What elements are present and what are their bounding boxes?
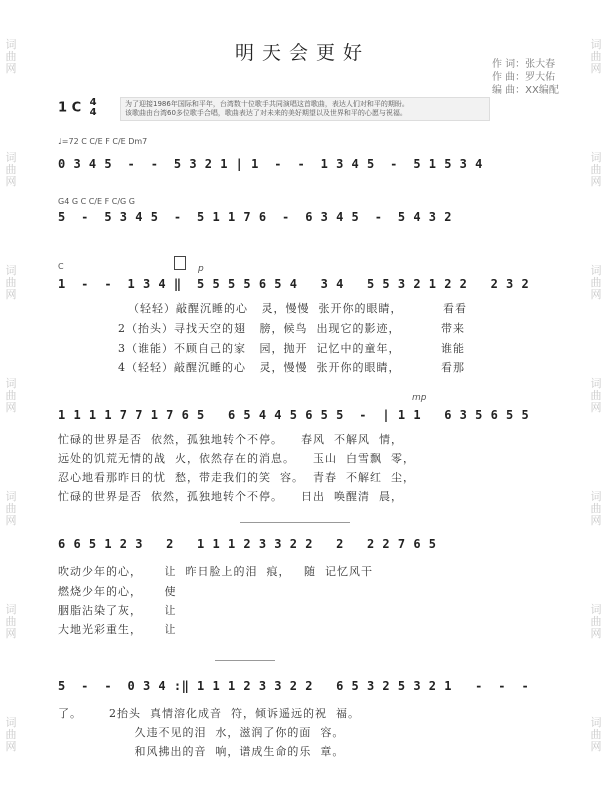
watermark-text: 词 曲 网 — [5, 602, 17, 640]
divider-dash — [240, 522, 350, 523]
lyric-line: 远处的饥荒无情的战 火，依然存在的消息。 玉山 白雪飘 零， — [58, 452, 415, 465]
watermark-text: 词 曲 网 — [590, 376, 602, 414]
lyric-line: 吹动少年的心， 让 昨日脸上的泪 痕， 随 记忆风干 — [58, 565, 373, 578]
watermark-column-left — [2, 0, 20, 791]
watermark-text: 词 曲 网 — [5, 150, 17, 188]
song-title: 明天会更好 — [234, 42, 370, 64]
chord-line: G4 G C C/E F C/G G — [58, 197, 135, 206]
key-signature — [58, 98, 97, 118]
time-signature: 4 4 — [89, 97, 97, 118]
watermark-text: 词 曲 网 — [5, 37, 17, 75]
lyric-line: 久违不见的泪 水，滋润了你的面 容。 — [58, 726, 345, 739]
lyric-line: 和风拂出的音 响，谱成生命的乐 章。 — [58, 745, 345, 758]
watermark-text: 词 曲 网 — [590, 37, 602, 75]
lyric-line: 胭脂沾染了灰， 让 — [58, 604, 177, 617]
credit-lyricist: 作 词：张大春 — [492, 59, 556, 70]
watermark-text: 词 曲 网 — [5, 263, 17, 301]
watermark-text: 词 曲 网 — [590, 715, 602, 753]
lyric-line: 2（抬头）寻找天空的翅 膀，候鸟 出现它的影迹， 带来 — [118, 322, 465, 335]
lyric-line: 忍心地看那昨日的忧 愁，带走我们的笑 容。 青春 不解红 尘， — [58, 471, 415, 484]
intro-line: 为了迎接1986年国际和平年，台湾数十位歌手共同演唱这首歌曲，表达人们对和平的期盼。 — [125, 100, 409, 108]
lyric-line: 忙碌的世界是否 依然，孤独地转个不停。 春风 不解风 情， — [58, 433, 403, 446]
lyric-line: 了。 2抬头 真情溶化成音 符，倾诉遥远的祝 福。 — [58, 707, 360, 720]
watermark-text: 词 曲 网 — [590, 150, 602, 188]
watermark-text: 词 曲 网 — [590, 489, 602, 527]
lyric-line: 燃烧少年的心， 使 — [58, 585, 177, 598]
credit-arranger: 编 曲：XX编配 — [492, 85, 559, 96]
rehearsal-mark-box — [174, 256, 186, 270]
watermark-column-right — [587, 0, 605, 791]
lyric-line: 3（谁能）不顾自己的家 园，抛开 记忆中的童年， 谁能 — [118, 342, 465, 355]
notation-line: 0 3 4 5 - - 5 3 2 1 | 1 - - 1 3 4 5 - 5 1 5 3 4 — [58, 157, 483, 171]
watermark-text: 词 曲 网 — [5, 715, 17, 753]
notation-line: 1 1 1 1 7 7 1 7 6 5 6 5 4 4 5 6 5 5 - | 1 1 6 3 5 6 5 5 — [58, 408, 530, 422]
lyric-line: 4（轻轻）敲醒沉睡的心 灵，慢慢 张开你的眼睛， 看那 — [118, 361, 465, 374]
intro-note — [120, 97, 490, 121]
notation-line: 5 - - 0 3 4 :‖ 1 1 1 2 3 3 2 2 6 5 3 2 5 3 2 1 - - - — [58, 679, 530, 693]
watermark-text: 词 曲 网 — [590, 263, 602, 301]
dynamic-mark-mp: mp — [412, 393, 427, 403]
watermark-text: 词 曲 网 — [5, 376, 17, 414]
credit-composer: 作 曲：罗大佑 — [492, 72, 556, 83]
watermark-text: 词 曲 网 — [5, 489, 17, 527]
notation-line: 1 - - 1 3 4 ‖ 5 5 5 5 6 5 4 3 4 5 5 3 2 1 2 2 2 3 2 — [58, 277, 530, 291]
divider-dash — [215, 660, 275, 661]
chord-line: ♩=72 C C/E F C/E Dm7 — [58, 137, 148, 146]
key-label: 1 C — [58, 100, 82, 116]
chord-line: C — [58, 262, 64, 271]
notation-line: 6 6 5 1 2 3 2 1 1 1 2 3 3 2 2 2 2 2 7 6 5 — [58, 537, 437, 551]
lyric-line: 忙碌的世界是否 依然，孤独地转个不停。 日出 唤醒清 晨， — [58, 490, 403, 503]
watermark-text: 词 曲 网 — [590, 602, 602, 640]
credits — [492, 58, 559, 97]
lyric-line: （轻轻）敲醒沉睡的心 灵，慢慢 张开你的眼睛， 看看 — [128, 302, 467, 315]
dynamic-mark: p — [198, 264, 204, 274]
notation-line: 5 - 5 3 4 5 - 5 1 1 7 6 - 6 3 4 5 - 5 4 3 2 — [58, 210, 452, 224]
lyric-line: 大地光彩重生， 让 — [58, 623, 177, 636]
intro-line: 该歌曲由台湾60多位歌手合唱，歌曲表达了对未来的美好期望以及世界和平的心愿与祝福。 — [125, 109, 407, 117]
